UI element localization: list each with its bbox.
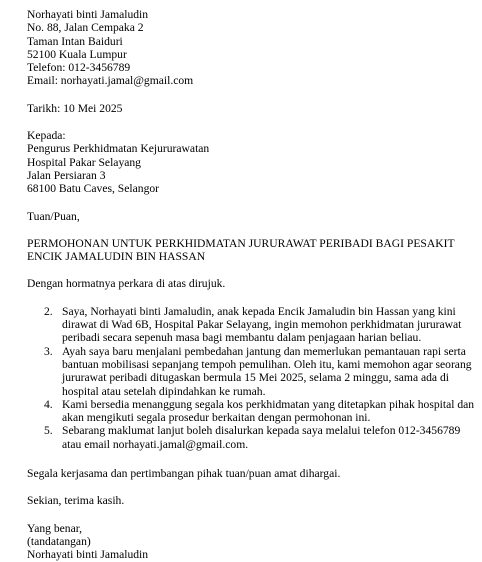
recipient-line-4: 68100 Batu Caves, Selangor xyxy=(27,182,160,196)
letter-date xyxy=(27,102,482,115)
subject-line-1: PERMOHONAN UNTUK PERKHIDMATAN JURURAWAT PERIBADI BAGI PESAKIT xyxy=(27,236,455,250)
point-number: 2. xyxy=(44,304,53,318)
subject-heading xyxy=(27,237,482,264)
point-text xyxy=(62,305,482,345)
salutation xyxy=(27,210,482,223)
signer-name: Norhayati binti Jamaludin xyxy=(27,548,149,562)
signoff-line: Yang benar, xyxy=(27,521,83,535)
point-text xyxy=(62,345,482,398)
sender-name: Norhayati binti Jamaludin xyxy=(27,8,149,21)
closing-paragraph xyxy=(27,467,482,480)
recipient-address xyxy=(27,129,482,195)
point-text-line: Kami bersedia menanggung segala kos perkhidmatan yang ditetapkan pihak hospital dan xyxy=(62,397,475,411)
point-text xyxy=(62,398,482,425)
sender-email: Email: norhayati.jamal@gmail.com xyxy=(27,74,194,88)
point-number: 3. xyxy=(44,344,53,358)
sender-address xyxy=(27,8,482,88)
point-text-line: atau email norhayati.jamal@gmail.com. xyxy=(62,437,249,451)
point-number: 4. xyxy=(44,397,53,411)
numbered-point xyxy=(27,424,482,451)
recipient-label: Kepada: xyxy=(27,129,66,143)
point-text-line: bantuan mobilisasi sepanjang tempoh pemulihan. Oleh itu, kami memohon agar seorang xyxy=(62,357,472,371)
point-text-line: Ayah saya baru menjalani pembedahan jantung dan memerlukan pemantauan rapi serta xyxy=(62,344,466,358)
signature-block xyxy=(27,522,482,562)
numbered-point xyxy=(27,398,482,425)
point-text xyxy=(62,424,482,451)
numbered-point xyxy=(27,305,482,345)
recipient-line-3: Jalan Persiaran 3 xyxy=(27,168,106,182)
numbered-points xyxy=(27,305,482,451)
point-number: 5. xyxy=(44,424,53,438)
numbered-point xyxy=(27,345,482,398)
point-text-line: jururawat peribadi ditugaskan bermula 15 Mei 2025, selama 2 minggu, sama ada di xyxy=(62,371,449,385)
point-text-line: peribadi secara sepenuh masa bagi membantu dalam penjagaan harian beliau. xyxy=(62,331,422,345)
signature-placeholder: (tandatangan) xyxy=(27,534,91,548)
point-text-line: Saya, Norhayati binti Jamaludin, anak kepada Encik Jamaludin bin Hassan yang kini xyxy=(62,304,456,318)
recipient-line-2: Hospital Pakar Selayang xyxy=(27,155,141,169)
closing-thanks xyxy=(27,494,482,507)
subject-line-2: ENCIK JAMALUDIN BIN HASSAN xyxy=(27,250,206,264)
closing-text: Segala kerjasama dan pertimbangan pihak tuan/puan amat dihargai. xyxy=(27,467,341,481)
point-text-line: hospital atau setelah dipindahkan ke rumah. xyxy=(62,384,266,398)
recipient-line-1: Pengurus Perkhidmatan Kejururawatan xyxy=(27,142,210,156)
salutation-text: Tuan/Puan, xyxy=(27,209,80,223)
sender-address-line-3: 52100 Kuala Lumpur xyxy=(27,47,127,61)
sender-address-line-2: Taman Intan Baiduri xyxy=(27,34,123,48)
intro-paragraph xyxy=(27,277,482,290)
sender-address-line-1: No. 88, Jalan Cempaka 2 xyxy=(27,21,144,35)
point-text-line: akan mengikuti segala prosedur berkaitan dengan permohonan ini. xyxy=(62,411,371,425)
sender-phone: Telefon: 012-3456789 xyxy=(27,61,131,75)
point-text-line: dirawat di Wad 6B, Hospital Pakar Selayang, ingin memohon perkhidmatan jururawat xyxy=(62,318,462,332)
point-text-line: Sebarang maklumat lanjut boleh disalurkan kepada saya melalui telefon 012-3456789 xyxy=(62,424,461,438)
intro-text: Dengan hormatnya perkara di atas dirujuk. xyxy=(27,277,226,291)
date-text: Tarikh: 10 Mei 2025 xyxy=(27,101,123,115)
thanks-text: Sekian, terima kasih. xyxy=(27,494,125,508)
